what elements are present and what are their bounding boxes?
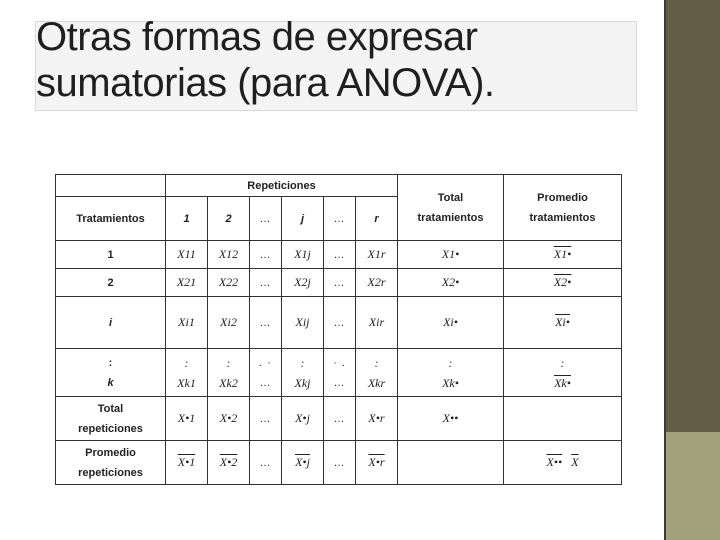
grand-mean-cell xyxy=(504,441,622,485)
data-cell: Xij xyxy=(282,297,324,349)
data-cell: X11 xyxy=(166,241,208,269)
ellipsis-cell: : xyxy=(184,355,189,370)
row-label: i xyxy=(56,297,166,349)
mean-cell-k: Xk• xyxy=(554,375,571,390)
grand-mean-b: $\overline{X}$ xyxy=(571,455,579,469)
data-cell-k: … xyxy=(333,376,346,389)
col-header: 2 xyxy=(208,197,250,241)
row-label xyxy=(56,349,166,397)
side-decoration-accent xyxy=(666,432,720,540)
promedio-repeticiones-label-line-2: repeticiones xyxy=(78,466,143,479)
total-cell: X2• xyxy=(398,269,504,297)
header-promedio-tratamientos-line-2: tratamientos xyxy=(529,211,596,224)
header-repeticiones: Repeticiones xyxy=(166,175,398,197)
data-cell: … xyxy=(250,297,282,349)
slide-title xyxy=(36,14,656,106)
data-cell: … xyxy=(324,297,356,349)
total-rep-cell: X•j xyxy=(282,397,324,441)
table-header-row-1 xyxy=(56,175,622,197)
data-cell-k: Xk2 xyxy=(219,375,238,390)
empty-cell xyxy=(504,397,622,441)
ellipsis-cell: : xyxy=(300,355,305,370)
table-row xyxy=(56,269,622,297)
anova-table xyxy=(55,174,622,485)
data-cell: X2r xyxy=(356,269,398,297)
data-cell: X1j xyxy=(282,241,324,269)
promedio-repeticiones-row xyxy=(56,441,622,485)
promedio-repeticiones-label xyxy=(56,441,166,485)
prom-rep-cell: X•j xyxy=(282,441,324,485)
data-cell: … xyxy=(324,269,356,297)
ellipsis-cell: · . xyxy=(333,356,346,369)
data-cell: Xir xyxy=(356,297,398,349)
ellipsis-cell: . · xyxy=(259,356,272,369)
total-repeticiones-label-line-1: Total xyxy=(97,402,124,415)
header-promedio-tratamientos-line-1: Promedio xyxy=(537,191,588,204)
header-promedio-tratamientos xyxy=(504,175,622,241)
row-label-k: k xyxy=(107,376,114,389)
prom-rep-cell: … xyxy=(324,441,356,485)
table-row xyxy=(56,241,622,269)
data-cell: X12 xyxy=(208,241,250,269)
col-header: j xyxy=(282,197,324,241)
total-cell: Xi• xyxy=(398,297,504,349)
total-rep-cell: … xyxy=(250,397,282,441)
row-label: 2 xyxy=(56,269,166,297)
header-tratamientos: Tratamientos xyxy=(56,197,166,241)
data-cell-k: Xkr xyxy=(367,375,386,390)
ellipsis-cell: : xyxy=(374,355,379,370)
total-cell-k: Xk• xyxy=(442,375,459,390)
data-cell: … xyxy=(250,241,282,269)
mean-cell xyxy=(504,349,622,397)
mean-cell: X1• xyxy=(504,241,622,269)
data-cell xyxy=(166,349,208,397)
data-cell: … xyxy=(250,269,282,297)
header-total-tratamientos-line-1: Total xyxy=(437,191,464,204)
slide-title-line-1: Otras formas de expresar xyxy=(36,15,478,59)
ellipsis-cell: : xyxy=(226,355,231,370)
header-total-tratamientos xyxy=(398,175,504,241)
total-rep-cell: X•r xyxy=(356,397,398,441)
data-cell xyxy=(356,349,398,397)
table-row-stacked xyxy=(56,349,622,397)
data-cell: … xyxy=(324,241,356,269)
data-cell: Xi2 xyxy=(208,297,250,349)
total-rep-cell: X•2 xyxy=(208,397,250,441)
slide-title-line-2: sumatorias (para ANOVA). xyxy=(36,61,495,105)
data-cell-k: … xyxy=(259,376,272,389)
data-cell xyxy=(250,349,282,397)
empty-cell xyxy=(398,441,504,485)
data-cell-k: Xkj xyxy=(294,375,311,390)
data-cell xyxy=(324,349,356,397)
total-repeticiones-label xyxy=(56,397,166,441)
data-cell: X21 xyxy=(166,269,208,297)
promedio-repeticiones-label-line-1: Promedio xyxy=(85,446,136,459)
total-rep-cell: X•1 xyxy=(166,397,208,441)
data-cell: X1r xyxy=(356,241,398,269)
header-total-tratamientos-line-2: tratamientos xyxy=(417,211,484,224)
total-repeticiones-label-line-2: repeticiones xyxy=(78,422,143,435)
data-cell-k: Xk1 xyxy=(177,375,196,390)
row-label: 1 xyxy=(56,241,166,269)
col-header: r xyxy=(356,197,398,241)
total-cell: X1• xyxy=(398,241,504,269)
data-cell xyxy=(208,349,250,397)
grand-mean-a: X•• xyxy=(546,455,563,469)
prom-rep-cell: … xyxy=(250,441,282,485)
prom-rep-cell: X•2 xyxy=(208,441,250,485)
prom-rep-cell: X•1 xyxy=(166,441,208,485)
data-cell: Xi1 xyxy=(166,297,208,349)
total-rep-cell: … xyxy=(324,397,356,441)
table-corner-cell xyxy=(56,175,166,197)
anova-table-image xyxy=(53,160,635,497)
mean-cell: X2• xyxy=(504,269,622,297)
data-cell: X22 xyxy=(208,269,250,297)
row-label-ellipsis: : xyxy=(108,356,113,369)
data-cell: X2j xyxy=(282,269,324,297)
ellipsis-cell: : xyxy=(448,355,453,370)
mean-cell: Xi• xyxy=(504,297,622,349)
data-cell xyxy=(282,349,324,397)
col-header: … xyxy=(250,197,282,241)
table-row xyxy=(56,297,622,349)
ellipsis-cell: : xyxy=(560,355,565,370)
grand-total-cell: X•• xyxy=(398,397,504,441)
total-repeticiones-row xyxy=(56,397,622,441)
col-header: … xyxy=(324,197,356,241)
total-cell xyxy=(398,349,504,397)
prom-rep-cell: X•r xyxy=(356,441,398,485)
col-header: 1 xyxy=(166,197,208,241)
